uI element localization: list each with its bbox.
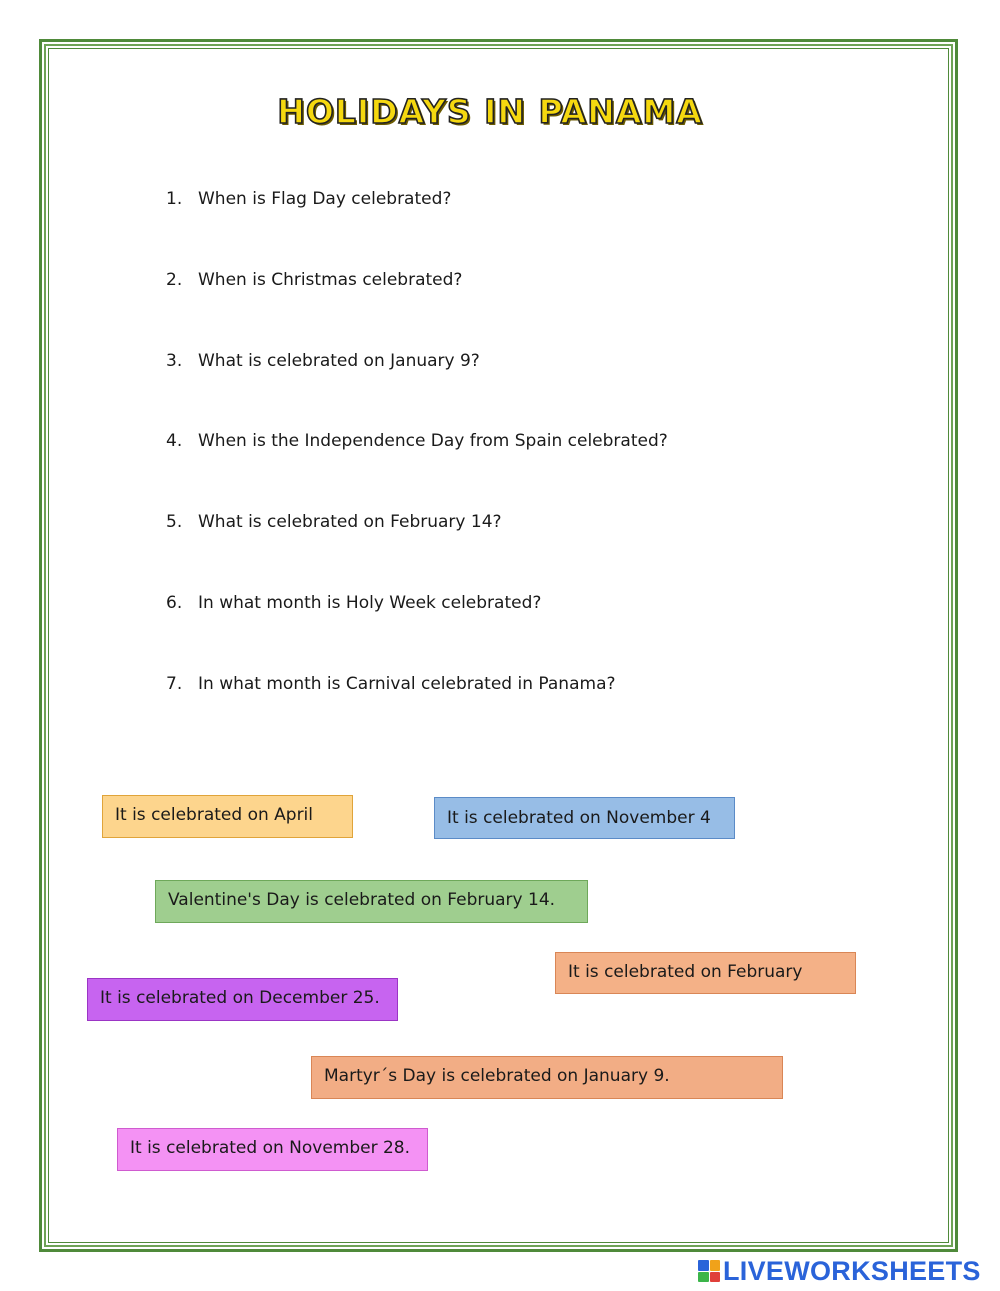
- question-number: 4.: [166, 431, 183, 452]
- question-number: 2.: [166, 269, 183, 290]
- question-item: [166, 186, 668, 267]
- question-list: [166, 186, 668, 752]
- question-number: 3.: [166, 350, 183, 371]
- answer-card-november-28[interactable]: It is celebrated on November 28.: [117, 1128, 428, 1171]
- answer-card-valentines-day[interactable]: Valentine's Day is celebrated on February 14.: [155, 880, 588, 923]
- question-item: [166, 348, 668, 429]
- answer-card-november-4[interactable]: It is celebrated on November 4: [434, 797, 735, 839]
- question-text: When is Flag Day celebrated?: [198, 189, 452, 209]
- question-text: In what month is Holy Week celebrated?: [198, 592, 542, 613]
- question-item: [166, 590, 668, 671]
- answer-card-martyrs-day[interactable]: Martyr´s Day is celebrated on January 9.: [311, 1056, 783, 1099]
- question-number: 1.: [166, 189, 183, 209]
- worksheet-title: HOLIDAYS IN PANAMA: [277, 92, 703, 131]
- answer-card-february[interactable]: It is celebrated on February: [555, 952, 856, 994]
- question-text: What is celebrated on February 14?: [198, 512, 502, 533]
- question-number: 5.: [166, 512, 183, 533]
- question-number: 7.: [166, 673, 183, 694]
- question-text: What is celebrated on January 9?: [198, 350, 480, 371]
- answer-card-april[interactable]: It is celebrated on April: [102, 795, 353, 838]
- question-item: [166, 671, 668, 752]
- liveworksheets-brand: [698, 1257, 981, 1285]
- question-item: [166, 509, 668, 590]
- question-number: 6.: [166, 592, 183, 613]
- brand-name: LIVEWORKSHEETS: [723, 1256, 981, 1286]
- question-text: When is Christmas celebrated?: [198, 269, 463, 290]
- question-text: When is the Independence Day from Spain celebrated?: [198, 431, 668, 452]
- question-text: In what month is Carnival celebrated in Panama?: [198, 673, 616, 694]
- question-item: [166, 267, 668, 348]
- question-item: [166, 428, 668, 509]
- liveworksheets-logo-icon: [698, 1260, 720, 1282]
- answer-card-december-25[interactable]: It is celebrated on December 25.: [87, 978, 398, 1021]
